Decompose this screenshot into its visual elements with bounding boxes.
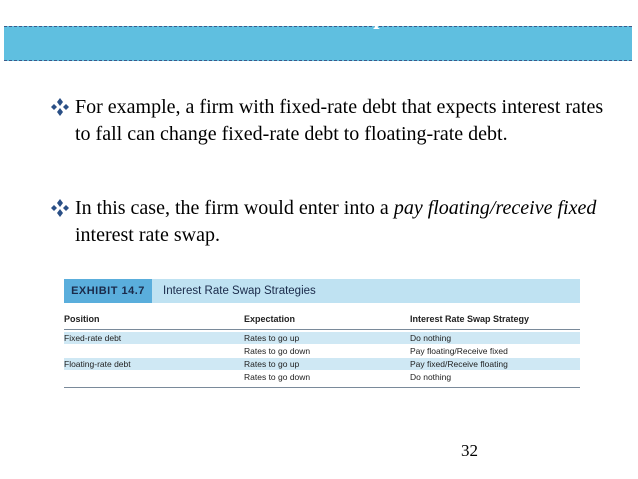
diamond-bullet-icon bbox=[48, 94, 72, 121]
cell-position: Fixed-rate debt bbox=[64, 333, 122, 343]
cell-strategy: Do nothing bbox=[410, 333, 452, 343]
bullet-text-part: interest rate swap. bbox=[75, 224, 220, 246]
cell-expectation: Rates to go down bbox=[244, 372, 311, 382]
cell-strategy: Pay floating/Receive fixed bbox=[410, 346, 508, 356]
column-header-strategy: Interest Rate Swap Strategy bbox=[410, 314, 530, 324]
column-header-expectation: Expectation bbox=[244, 314, 296, 324]
cell-expectation: Rates to go up bbox=[244, 359, 300, 369]
cell-position: Floating-rate debt bbox=[64, 359, 131, 369]
bullet-text bbox=[48, 195, 608, 249]
exhibit-title: Interest Rate Swap Strategies bbox=[163, 285, 316, 297]
cell-expectation: Rates to go up bbox=[244, 333, 300, 343]
bullet-item bbox=[48, 94, 608, 148]
exhibit-header bbox=[64, 279, 580, 303]
table-row bbox=[64, 332, 580, 344]
table-row bbox=[64, 371, 580, 383]
bullet-item bbox=[48, 195, 608, 249]
table-row bbox=[64, 358, 580, 370]
table-rule bbox=[64, 329, 580, 330]
slide-title: What are Swaps? bbox=[230, 4, 408, 29]
cell-expectation: Rates to go down bbox=[244, 346, 311, 356]
table-row bbox=[64, 345, 580, 357]
cell-strategy: Pay fixed/Receive floating bbox=[410, 359, 508, 369]
exhibit-table bbox=[64, 279, 580, 399]
cell-strategy: Do nothing bbox=[410, 372, 452, 382]
bullet-text-part: In this case, the firm would enter into a bbox=[75, 197, 394, 219]
bullet-text bbox=[48, 94, 608, 148]
table-rule bbox=[64, 387, 580, 388]
bullet-text-part: For example, a firm with fixed-rate debt that expects interest rates to fall can change fixed-rate debt to floating-rate debt. bbox=[75, 96, 604, 145]
exhibit-label: EXHIBIT 14.7 bbox=[64, 279, 152, 303]
page-number: 32 bbox=[461, 441, 478, 460]
diamond-bullet-icon bbox=[48, 195, 72, 222]
column-header-position: Position bbox=[64, 314, 100, 324]
bullet-text-italic: pay floating/receive fixed bbox=[393, 197, 597, 219]
